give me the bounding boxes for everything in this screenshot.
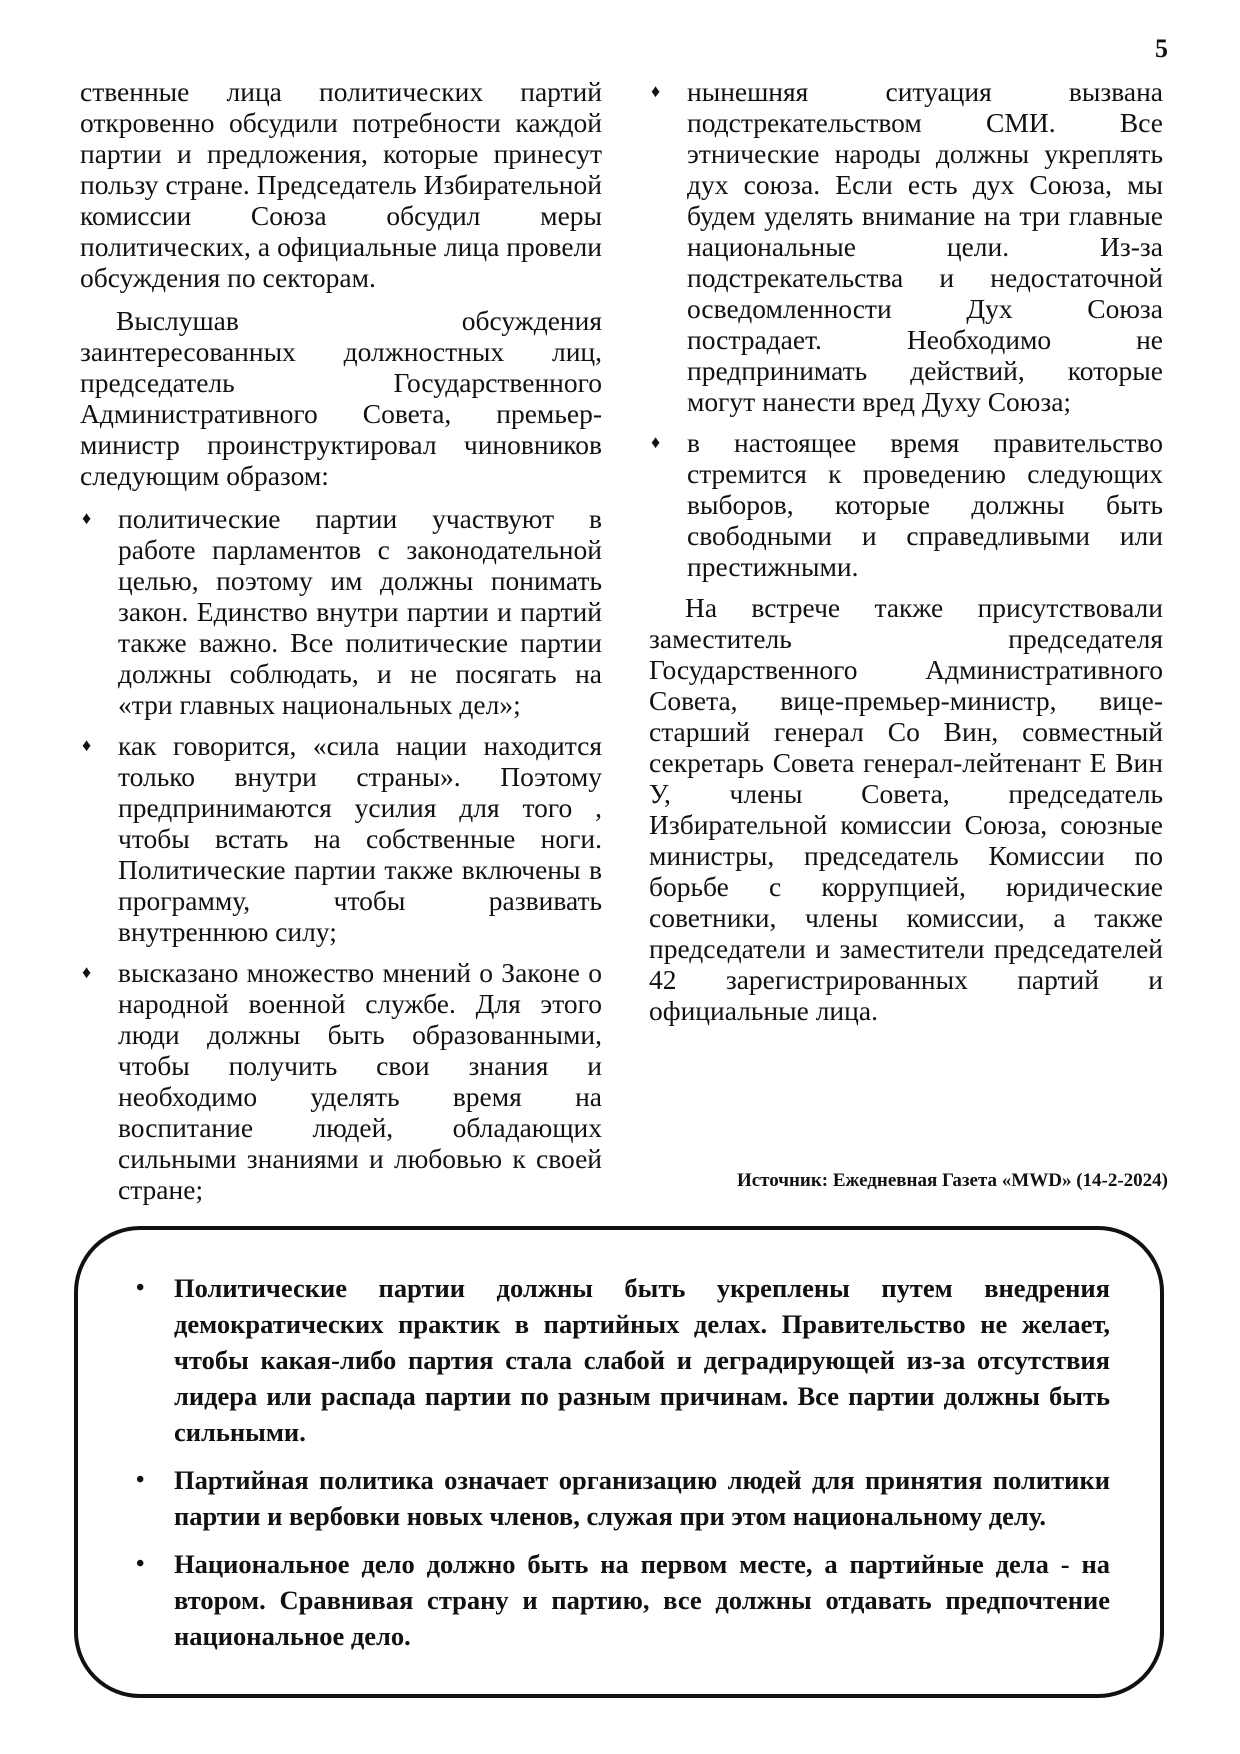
left-column [80, 76, 602, 1215]
right-column [649, 76, 1163, 1038]
list-item-text: Политические партии должны быть укреплены путем внедрения демократических практик в партийных делах. Правительство не желает, чтобы какая-либо партия стала слабой и деградирующей из-за отсутствия лидера или распада партии по разным причинам. Все партии должны быть сильными. [174, 1273, 1110, 1447]
left-intro-paragraph: ственные лица политических партий откровенно обсудили потребности каждой партии и предложения, которые принесут пользу стране. Председатель Избирательной комиссии Союза обсудил меры политических, а официальные лица провели обсуждения по секторам. [80, 76, 602, 293]
list-item-text: нынешняя ситуация вызвана подстрекательством СМИ. Все этнические народы должны укреплять дух союза. Если есть дух Союза, мы будем уделять внимание на три главные национальные цели. Из-за подстрекательства и недостаточной осведомленности Дух Союза пострадает. Необходимо не предпринимать действий, которые могут нанести вред Духу Союза; [687, 76, 1163, 417]
list-item-text: политические партии участвуют в работе парламентов с законодательной целью, поэтому им должны понимать закон. Единство внутри партии и партий также важно. Все политические партии должны соблюдать, и не посягать на «три главных национальных дел»; [118, 503, 602, 720]
list-item-text: как говорится, «сила нации находится только внутри страны». Поэтому предпринимаются усилия для того , чтобы встать на собственные ноги. Политические партии также включены в программу, чтобы развивать внутреннюю силу; [118, 730, 602, 947]
list-item-text: Национальное дело должно быть на первом месте, а партийные дела - на втором. Сравнивая страну и партию, все должны отдавать предпочтение национальное дело. [174, 1549, 1110, 1651]
list-item [136, 1546, 1110, 1654]
right-paragraph: На встрече также присутствовали заместитель председателя Государственного Административного Совета, вице-премьер-министр, вице-старший генерал Со Вин, совместный секретарь Совета генерал-лейтенант Е Вин У, члены Совета, председатель Избирательной комиссии Союза, союзные министры, председатель Комиссии по борьбе с коррупцией, юридические советники, члены комиссии, а также председатели и заместители председателей 42 зарегистрированных партий и официальные лица. [649, 592, 1163, 1026]
diamond-bullet-icon: ♦ [651, 81, 661, 101]
round-bullet-icon: • [136, 1551, 145, 1577]
list-item [80, 957, 602, 1205]
source-citation: Источник: Ежедневная Газета «MWD» (14-2-2024) [736, 1170, 1168, 1191]
list-item [649, 76, 1163, 417]
list-item [80, 730, 602, 947]
diamond-bullet-icon: ♦ [651, 432, 661, 452]
diamond-bullet-icon: ♦ [82, 735, 92, 755]
list-item [649, 427, 1163, 582]
right-bullet-list [649, 76, 1163, 582]
diamond-bullet-icon: ♦ [82, 508, 92, 528]
highlight-list [136, 1270, 1110, 1654]
page-number: 5 [1155, 34, 1168, 63]
round-bullet-icon: • [136, 1467, 145, 1493]
list-item [80, 503, 602, 720]
list-item-text: высказано множество мнений о Законе о народной военной службе. Для этого люди должны быть образованными, чтобы получить свои знания и необходимо уделять время на воспитание людей, обладающих сильными знаниями и любовью к своей стране; [118, 957, 602, 1205]
round-bullet-icon: • [136, 1275, 145, 1301]
left-paragraph: Выслушав обсуждения заинтересованных должностных лиц, председатель Государственного Административного Совета, премьер-министр проинструктировал чиновников следующим образом: [80, 305, 602, 491]
list-item [136, 1270, 1110, 1450]
list-item-text: Партийная политика означает организацию людей для принятия политики партии и вербовки новых членов, служая при этом национальному делу. [174, 1465, 1110, 1531]
diamond-bullet-icon: ♦ [82, 962, 92, 982]
list-item-text: в настоящее время правительство стремится к проведению следующих выборов, которые должны быть свободными и справедливыми или престижными. [687, 427, 1163, 582]
highlight-box [74, 1226, 1164, 1698]
left-bullet-list [80, 503, 602, 1205]
list-item [136, 1462, 1110, 1534]
